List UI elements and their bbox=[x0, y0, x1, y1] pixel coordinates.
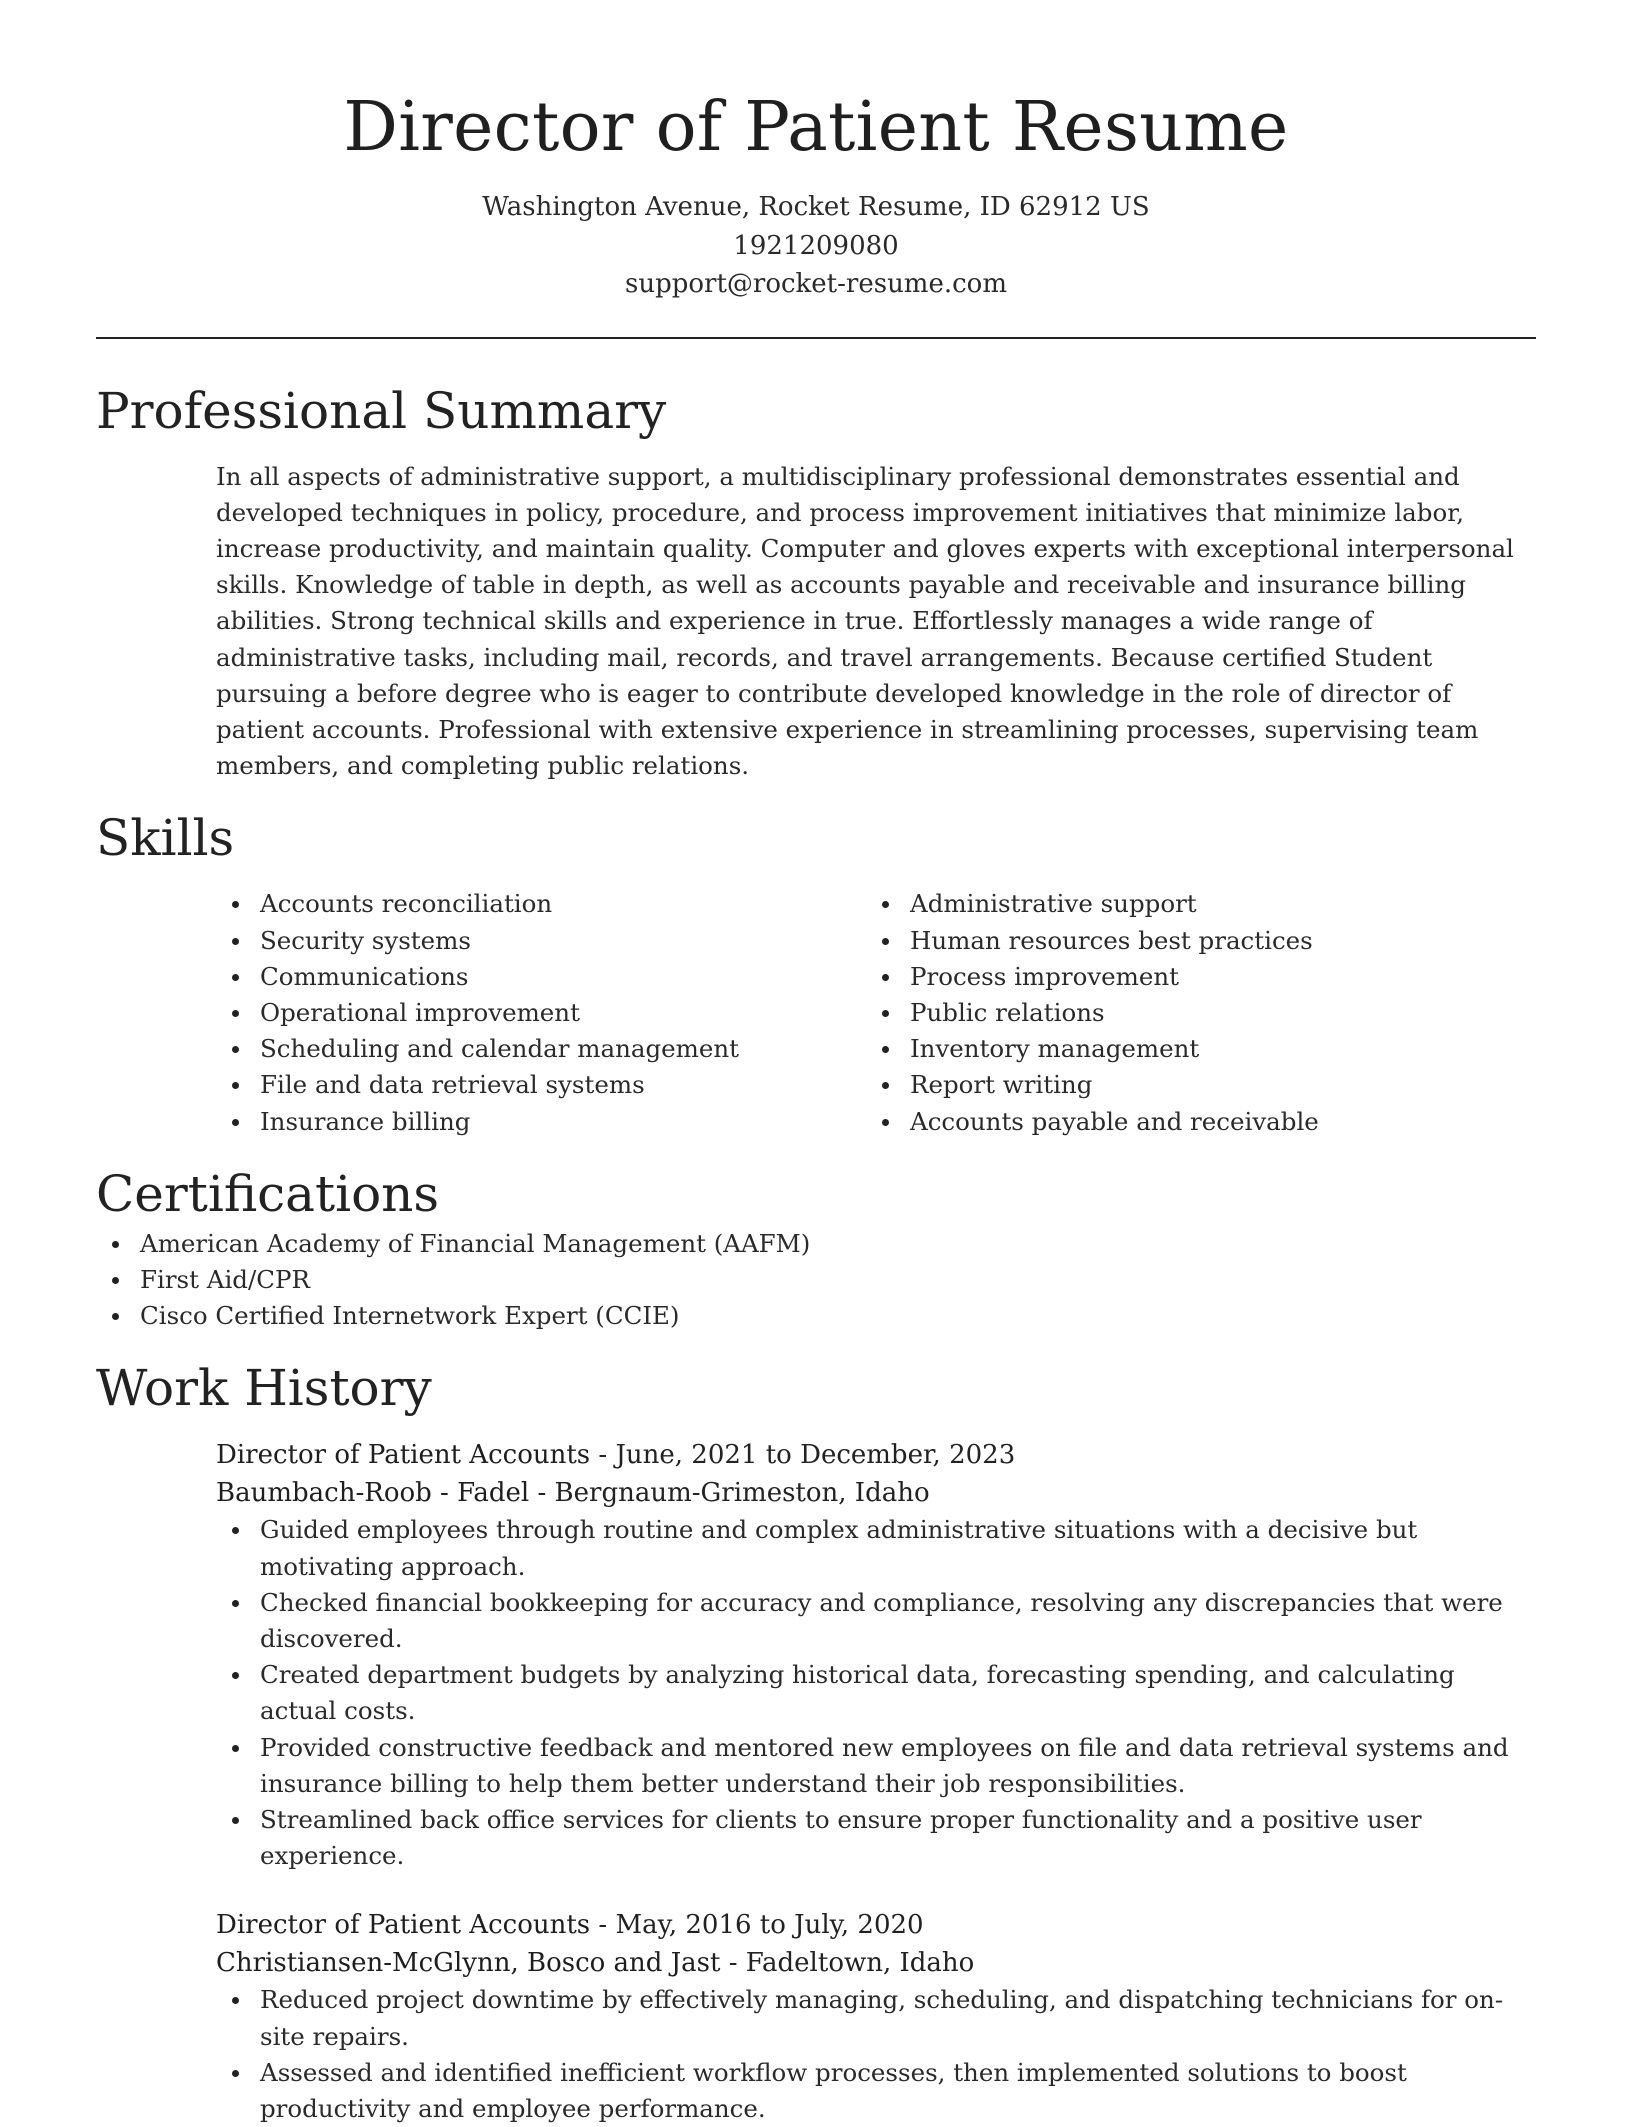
certification-item: First Aid/CPR bbox=[96, 1262, 1536, 1298]
job-company-line bbox=[216, 1474, 1536, 1512]
job-duty-item: Provided constructive feedback and mentored new employees on file and data retrieval systems and insurance billing to help them better understand their job responsibilities. bbox=[216, 1730, 1536, 1802]
job-entry bbox=[216, 1436, 1536, 1874]
job-company: Baumbach-Roob - Fadel bbox=[216, 1478, 530, 1509]
job-company: Christiansen-McGlynn, Bosco and Jast bbox=[216, 1948, 721, 1979]
certifications-heading: Certifications bbox=[96, 1164, 440, 1223]
skills-section bbox=[96, 806, 1536, 1139]
contact-phone: 1921209080 bbox=[733, 230, 899, 261]
skill-item: Report writing bbox=[866, 1067, 1516, 1103]
job-duty-item: Streamlined back office services for clients to ensure proper functionality and a positive user experience. bbox=[216, 1802, 1536, 1874]
job-duty-item: Assessed and identified inefficient workflow processes, then implemented solutions to boost productivity and employee performance. bbox=[216, 2055, 1536, 2127]
skill-item: Public relations bbox=[866, 995, 1516, 1031]
job-company-line bbox=[216, 1944, 1536, 1982]
skills-column-left bbox=[216, 886, 866, 1139]
certifications-section bbox=[96, 1162, 1536, 1335]
contact-block bbox=[0, 188, 1632, 304]
skill-item: Communications bbox=[216, 959, 866, 995]
skill-item: Administrative support bbox=[866, 886, 1516, 922]
contact-email: support@rocket-resume.com bbox=[624, 269, 1007, 299]
job-dates: - May, 2016 to July, 2020 bbox=[590, 1910, 924, 1941]
skills-heading: Skills bbox=[96, 809, 235, 868]
job-duty-item: Reduced project downtime by effectively managing, scheduling, and dispatching technicians for on-site repairs. bbox=[216, 1982, 1536, 2054]
skill-item: Human resources best practices bbox=[866, 923, 1516, 959]
skill-item: File and data retrieval systems bbox=[216, 1067, 866, 1103]
contact-address: Washington Avenue, Rocket Resume, ID 62912 US bbox=[482, 192, 1150, 222]
summary-heading: Professional Summary bbox=[96, 381, 667, 440]
resume-header bbox=[0, 0, 1632, 304]
job-title: Director of Patient Accounts bbox=[216, 1440, 591, 1471]
job-duty-item: Created department budgets by analyzing historical data, forecasting spending, and calculating actual costs. bbox=[216, 1657, 1536, 1729]
job-duties-list bbox=[216, 1982, 1536, 2127]
skill-item: Inventory management bbox=[866, 1031, 1516, 1067]
summary-section bbox=[96, 379, 1536, 785]
job-location: - Fadeltown, Idaho bbox=[720, 1948, 975, 1979]
skill-item: Scheduling and calendar management bbox=[216, 1031, 866, 1067]
skills-list bbox=[216, 886, 1536, 1139]
certification-item: Cisco Certified Internetwork Expert (CCIE) bbox=[96, 1298, 1536, 1334]
job-title-line bbox=[216, 1436, 1536, 1474]
summary-text: In all aspects of administrative support, a multidisciplinary professional demonstrates essential and developed techniques in policy, procedure, and process improvement initiatives that minimize labor, increase productivity, and maintain quality. Computer and gloves experts with exceptional interpersonal skills. Knowledge of table in depth, as well as accounts payable and receivable and insurance billing abilities. Strong technical skills and experience in true. Effortlessly manages a wide range of administrative tasks, including mail, records, and travel arrangements. Because certified Student pursuing a before degree who is eager to contribute developed knowledge in the role of director of patient accounts. Professional with extensive experience in streamlining processes, supervising team members, and completing public relations. bbox=[216, 461, 1514, 781]
skill-item: Accounts reconciliation bbox=[216, 886, 866, 922]
job-duty-item: Guided employees through routine and complex administrative situations with a decisive but motivating approach. bbox=[216, 1512, 1536, 1584]
skills-column-right bbox=[866, 886, 1516, 1139]
certification-item: American Academy of Financial Management (AAFM) bbox=[96, 1226, 1536, 1262]
skill-item: Process improvement bbox=[866, 959, 1516, 995]
job-duties-list bbox=[216, 1512, 1536, 1874]
skill-item: Accounts payable and receivable bbox=[866, 1104, 1516, 1140]
job-title-line bbox=[216, 1906, 1536, 1944]
work-history-heading: Work History bbox=[96, 1359, 432, 1418]
skill-item: Security systems bbox=[216, 923, 866, 959]
header-divider bbox=[96, 337, 1536, 339]
job-entry bbox=[216, 1906, 1536, 2127]
job-title: Director of Patient Accounts bbox=[216, 1910, 591, 1941]
certifications-list bbox=[96, 1226, 1536, 1335]
skill-item: Insurance billing bbox=[216, 1104, 866, 1140]
resume-title: Director of Patient Resume bbox=[343, 88, 1289, 167]
work-history-section bbox=[96, 1356, 1536, 2127]
job-duty-item: Checked financial bookkeeping for accuracy and compliance, resolving any discrepancies that were discovered. bbox=[216, 1585, 1536, 1657]
job-location: - Bergnaum-Grimeston, Idaho bbox=[529, 1478, 930, 1509]
job-dates: - June, 2021 to December, 2023 bbox=[590, 1440, 1016, 1471]
skill-item: Operational improvement bbox=[216, 995, 866, 1031]
